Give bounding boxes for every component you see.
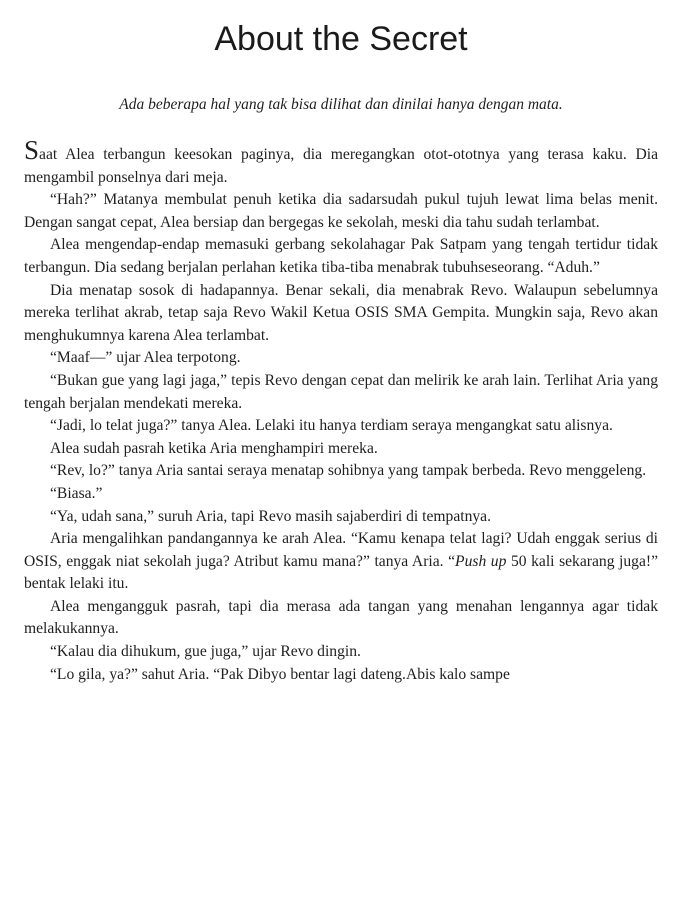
paragraph-7: “Jadi, lo telat juga?” tanya Alea. Lelaki itu hanya terdiam seraya mengangkat satu alisnya. <box>50 417 613 435</box>
paragraph-1-text: aat Alea terbangun keesokan paginya, dia meregangkan otot-ototnya yang terasa kaku. Dia mengambil ponselnya dari meja. <box>24 146 658 186</box>
paragraph-12 <box>24 528 658 596</box>
chapter-epigraph: Ada beberapa hal yang tak bisa dilihat dan dinilai hanya dengan mata. <box>119 96 563 113</box>
paragraph-2: “Hah?” Matanya membulat penuh ketika dia sadarsudah pukul tujuh lewat lima belas menit. Dengan sangat cepat, Alea bersiap dan bergegas ke sekolah, meski dia tahu sudah terlambat. <box>24 191 658 231</box>
paragraph-13: Alea mengangguk pasrah, tapi dia merasa ada tangan yang menahan lengannya agar tidak melakukannya. <box>24 597 658 638</box>
paragraph-10: “Biasa.” <box>50 484 103 502</box>
paragraph-15: “Lo gila, ya?” sahut Aria. “Pak Dibyo bentar lagi dateng.Abis kalo sampe <box>50 665 510 683</box>
chapter-body <box>24 135 659 686</box>
chapter-title: About the Secret <box>214 20 468 58</box>
paragraph-5: “Maaf—” ujar Alea terpotong. <box>50 349 241 367</box>
paragraph-14: “Kalau dia dihukum, gue juga,” ujar Revo dingin. <box>50 643 361 661</box>
paragraph-3: Alea mengendap-endap memasuki gerbang sekolahagar Pak Satpam yang tengah tertidur tidak terbangun. Dia sedang berjalan perlahan ketika tiba-tiba menabrak tubuhseseorang. “Aduh.” <box>24 236 658 276</box>
paragraph-11: “Ya, udah sana,” suruh Aria, tapi Revo masih sajaberdiri di tempatnya. <box>50 507 491 525</box>
push-up-open-quote: “ <box>448 552 456 570</box>
drop-cap: S <box>24 135 40 165</box>
push-up-rest: 50 kali sekarang juga!” bentak lelaki itu. <box>24 552 659 593</box>
paragraph-8: Alea sudah pasrah ketika Aria menghampiri mereka. <box>50 439 378 457</box>
paragraph-4: Dia menatap sosok di hadapannya. Benar sekali, dia menabrak Revo. Walaupun sebelumnya mereka terlihat akrab, tetap saja Revo Wakil Ketua OSIS SMA Gempita. Mungkin saja, Revo akan menghukumnya karena Alea terlambat. <box>24 281 658 344</box>
push-up-italic: Push up <box>455 552 507 570</box>
paragraph-12-text: Aria mengalihkan pandangannya ke arah Alea. “Kamu kenapa telat lagi? Udah enggak serius di OSIS, enggak niat sekolah juga? Atribut kamu mana?” tanya Aria. <box>24 530 658 570</box>
paragraph-1 <box>24 135 658 189</box>
book-page <box>24 0 658 686</box>
paragraph-6: “Bukan gue yang lagi jaga,” tepis Revo dengan cepat dan melirik ke arah lain. Terlihat Aria yang tengah berjalan mendekati mereka. <box>24 371 658 412</box>
paragraph-9: “Rev, lo?” tanya Aria santai seraya menatap sohibnya yang tampak berbeda. Revo menggeleng. <box>50 462 647 480</box>
